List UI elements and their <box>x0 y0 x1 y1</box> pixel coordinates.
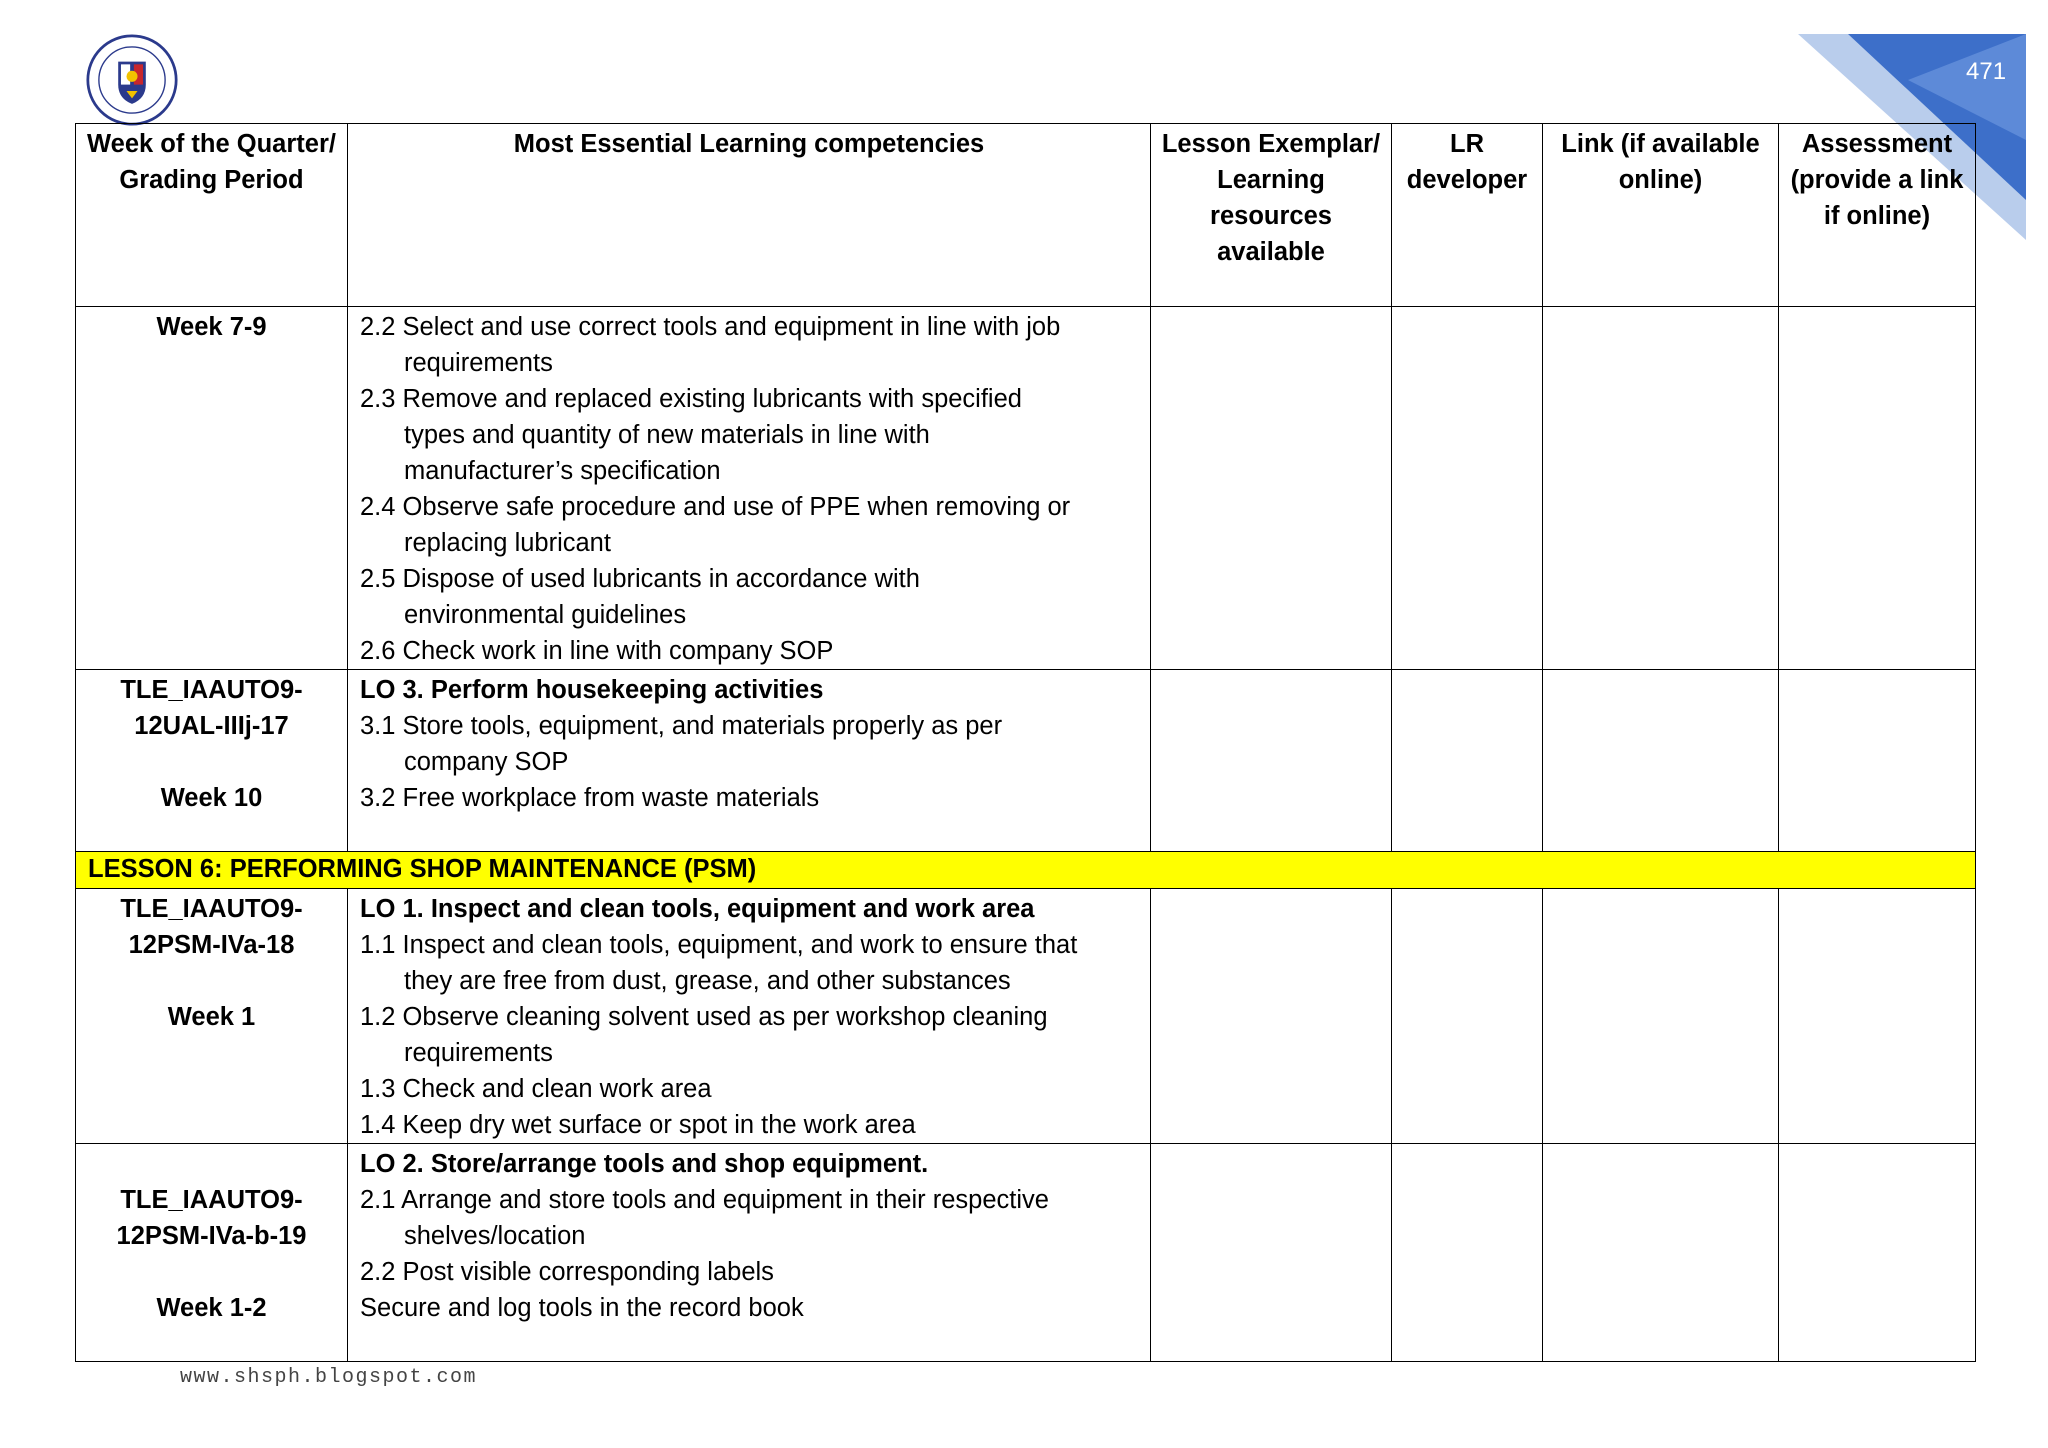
header-lr-developer: LR developer <box>1392 124 1543 307</box>
competency-item: 3.2 Free workplace from waste materials <box>360 784 820 812</box>
assessment-cell <box>1779 307 1976 670</box>
competency-continuation: requirements <box>404 349 553 377</box>
week-label: Week 10 <box>160 784 263 812</box>
competency-code: TLE_IAAUTO9- <box>120 895 303 923</box>
footer-url: www.shsph.blogspot.com <box>180 1366 478 1389</box>
competency-cell <box>348 670 1151 852</box>
deped-seal-logo <box>86 34 178 126</box>
competency-item: 2.6 Check work in line with company SOP <box>360 637 834 665</box>
competency-item: Secure and log tools in the record book <box>360 1294 804 1322</box>
competency-item: 2.3 Remove and replaced existing lubricants with specified <box>360 385 1022 413</box>
competency-item: 3.1 Store tools, equipment, and materials properly as per <box>360 712 1003 740</box>
link-cell <box>1543 670 1779 852</box>
header-competencies: Most Essential Learning competencies <box>348 124 1151 307</box>
competency-continuation: company SOP <box>404 748 569 776</box>
assessment-cell <box>1779 889 1976 1144</box>
link-cell <box>1543 307 1779 670</box>
competency-item: 2.5 Dispose of used lubricants in accordance with <box>360 565 920 593</box>
competency-item: 1.4 Keep dry wet surface or spot in the work area <box>360 1111 916 1139</box>
lesson-exemplar-cell <box>1151 889 1392 1144</box>
competency-item: 2.2 Post visible corresponding labels <box>360 1258 774 1286</box>
lr-developer-cell <box>1392 889 1543 1144</box>
competency-continuation: requirements <box>404 1039 553 1067</box>
competency-code: 12UAL-IIIj-17 <box>134 712 289 740</box>
competency-cell <box>348 307 1151 670</box>
lesson-heading-row <box>76 852 1976 889</box>
competency-continuation: environmental guidelines <box>404 601 687 629</box>
competency-code: 12PSM-IVa-b-19 <box>116 1222 307 1250</box>
competency-item: 2.2 Select and use correct tools and equipment in line with job <box>360 313 1061 341</box>
assessment-cell <box>1779 670 1976 852</box>
header-lesson-exemplar: Lesson Exemplar/ Learning resources available <box>1151 124 1392 307</box>
curriculum-table <box>75 123 1976 1362</box>
lr-developer-cell <box>1392 307 1543 670</box>
table-row <box>76 889 1976 1144</box>
week-label: Week 1-2 <box>156 1294 267 1322</box>
learning-outcome: LO 2. Store/arrange tools and shop equipment. <box>360 1150 929 1178</box>
week-cell <box>76 670 348 852</box>
lesson-exemplar-cell <box>1151 670 1392 852</box>
competency-continuation: they are free from dust, grease, and other substances <box>404 967 1011 995</box>
week-cell <box>76 307 348 670</box>
header-link: Link (if available online) <box>1543 124 1779 307</box>
lesson-exemplar-cell <box>1151 1144 1392 1362</box>
competency-code: TLE_IAAUTO9- <box>120 1186 303 1214</box>
competency-code: TLE_IAAUTO9- <box>120 676 303 704</box>
link-cell <box>1543 1144 1779 1362</box>
table-header-row <box>76 124 1976 307</box>
header-assessment: Assessment (provide a link if online) <box>1779 124 1976 307</box>
page-number: 471 <box>1966 58 2007 85</box>
week-cell <box>76 1144 348 1362</box>
week-label: Week 7-9 <box>156 313 267 341</box>
learning-outcome: LO 3. Perform housekeeping activities <box>360 676 824 704</box>
competency-item: 1.3 Check and clean work area <box>360 1075 712 1103</box>
link-cell <box>1543 889 1779 1144</box>
competency-item: 2.4 Observe safe procedure and use of PPE when removing or <box>360 493 1071 521</box>
lr-developer-cell <box>1392 1144 1543 1362</box>
competency-continuation: replacing lubricant <box>404 529 611 557</box>
lr-developer-cell <box>1392 670 1543 852</box>
table-row <box>76 307 1976 670</box>
week-label: Week 1 <box>167 1003 256 1031</box>
competency-item: 2.1 Arrange and store tools and equipment in their respective <box>360 1186 1049 1214</box>
lesson-exemplar-cell <box>1151 307 1392 670</box>
competency-cell <box>348 1144 1151 1362</box>
competency-cell <box>348 889 1151 1144</box>
learning-outcome: LO 1. Inspect and clean tools, equipment and work area <box>360 895 1035 923</box>
competency-item: 1.1 Inspect and clean tools, equipment, and work to ensure that <box>360 931 1078 959</box>
competency-continuation: shelves/location <box>404 1222 586 1250</box>
table-row <box>76 670 1976 852</box>
week-cell <box>76 889 348 1144</box>
competency-item: 1.2 Observe cleaning solvent used as per workshop cleaning <box>360 1003 1048 1031</box>
table-row <box>76 1144 1976 1362</box>
assessment-cell <box>1779 1144 1976 1362</box>
header-week: Week of the Quarter/ Grading Period <box>76 124 348 307</box>
competency-code: 12PSM-IVa-18 <box>128 931 295 959</box>
competency-continuation: manufacturer’s specification <box>404 457 721 485</box>
lesson-title: LESSON 6: PERFORMING SHOP MAINTENANCE (PSM) <box>76 852 1976 889</box>
competency-continuation: types and quantity of new materials in line with <box>404 421 930 449</box>
